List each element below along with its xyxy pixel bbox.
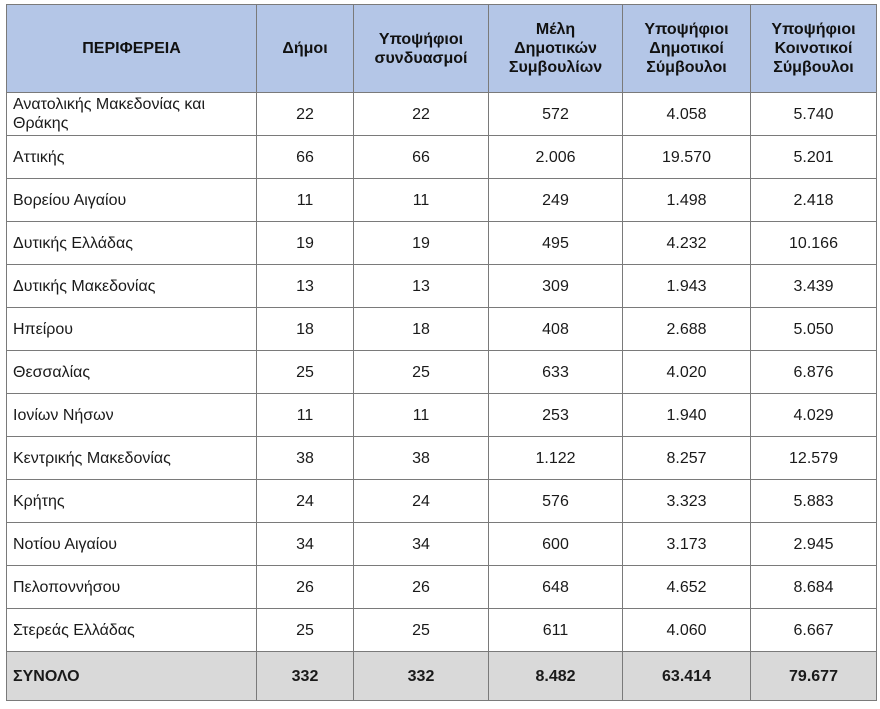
cell-municipalities: 34 — [257, 523, 354, 566]
cell-municipalities: 13 — [257, 265, 354, 308]
cell-municipal-candidates: 1.498 — [623, 179, 751, 222]
cell-candidate-coalitions: 22 — [354, 93, 489, 136]
table-row — [7, 308, 877, 351]
table-row — [7, 351, 877, 394]
cell-region: Βορείου Αιγαίου — [7, 179, 257, 222]
cell-municipalities: 11 — [257, 179, 354, 222]
table-row — [7, 179, 877, 222]
cell-community-candidates: 5.740 — [751, 93, 877, 136]
header-municipal-candidates: Υποψήφιοι Δημοτικοί Σύμβουλοι — [623, 5, 751, 93]
cell-municipal-candidates: 3.173 — [623, 523, 751, 566]
cell-candidate-coalitions: 11 — [354, 394, 489, 437]
total-community-candidates: 79.677 — [751, 652, 877, 701]
cell-candidate-coalitions: 13 — [354, 265, 489, 308]
cell-region: Πελοποννήσου — [7, 566, 257, 609]
cell-region: Δυτικής Μακεδονίας — [7, 265, 257, 308]
cell-candidate-coalitions: 11 — [354, 179, 489, 222]
cell-candidate-coalitions: 24 — [354, 480, 489, 523]
header-region: ΠΕΡΙΦΕΡΕΙΑ — [7, 5, 257, 93]
cell-region: Κεντρικής Μακεδονίας — [7, 437, 257, 480]
cell-community-candidates: 3.439 — [751, 265, 877, 308]
regions-table — [6, 4, 877, 701]
cell-council-members: 253 — [489, 394, 623, 437]
header-municipalities: Δήμοι — [257, 5, 354, 93]
table-row — [7, 93, 877, 136]
cell-community-candidates: 10.166 — [751, 222, 877, 265]
table-row — [7, 480, 877, 523]
cell-municipal-candidates: 4.020 — [623, 351, 751, 394]
header-community-candidates: Υποψήφιοι Κοινοτικοί Σύμβουλοι — [751, 5, 877, 93]
header-row — [7, 5, 877, 93]
total-council-members: 8.482 — [489, 652, 623, 701]
table-header — [7, 5, 877, 93]
cell-municipalities: 25 — [257, 351, 354, 394]
cell-municipalities: 66 — [257, 136, 354, 179]
cell-community-candidates: 2.418 — [751, 179, 877, 222]
cell-council-members: 2.006 — [489, 136, 623, 179]
cell-candidate-coalitions: 19 — [354, 222, 489, 265]
header-candidate-coalitions: Υποψήφιοι συνδυασμοί — [354, 5, 489, 93]
cell-municipal-candidates: 4.060 — [623, 609, 751, 652]
cell-candidate-coalitions: 25 — [354, 351, 489, 394]
cell-council-members: 249 — [489, 179, 623, 222]
table-row — [7, 437, 877, 480]
cell-community-candidates: 6.876 — [751, 351, 877, 394]
cell-council-members: 309 — [489, 265, 623, 308]
cell-municipal-candidates: 8.257 — [623, 437, 751, 480]
total-row — [7, 652, 877, 701]
total-municipalities: 332 — [257, 652, 354, 701]
cell-community-candidates: 8.684 — [751, 566, 877, 609]
cell-municipal-candidates: 1.940 — [623, 394, 751, 437]
cell-municipalities: 19 — [257, 222, 354, 265]
cell-candidate-coalitions: 25 — [354, 609, 489, 652]
cell-region: Κρήτης — [7, 480, 257, 523]
cell-municipalities: 38 — [257, 437, 354, 480]
table-body — [7, 93, 877, 652]
total-candidate-coalitions: 332 — [354, 652, 489, 701]
total-label: ΣΥΝΟΛΟ — [7, 652, 257, 701]
cell-region: Ανατολικής Μακεδονίας και Θράκης — [7, 93, 257, 136]
cell-council-members: 572 — [489, 93, 623, 136]
cell-community-candidates: 5.883 — [751, 480, 877, 523]
cell-candidate-coalitions: 34 — [354, 523, 489, 566]
cell-municipal-candidates: 4.058 — [623, 93, 751, 136]
cell-municipalities: 26 — [257, 566, 354, 609]
cell-candidate-coalitions: 66 — [354, 136, 489, 179]
table-row — [7, 566, 877, 609]
total-municipal-candidates: 63.414 — [623, 652, 751, 701]
cell-region: Θεσσαλίας — [7, 351, 257, 394]
table-row — [7, 609, 877, 652]
cell-municipalities: 11 — [257, 394, 354, 437]
cell-municipalities: 25 — [257, 609, 354, 652]
cell-region: Δυτικής Ελλάδας — [7, 222, 257, 265]
cell-region: Αττικής — [7, 136, 257, 179]
cell-region: Ιονίων Νήσων — [7, 394, 257, 437]
cell-candidate-coalitions: 26 — [354, 566, 489, 609]
cell-municipal-candidates: 4.232 — [623, 222, 751, 265]
cell-municipal-candidates: 1.943 — [623, 265, 751, 308]
cell-community-candidates: 2.945 — [751, 523, 877, 566]
table-row — [7, 222, 877, 265]
cell-community-candidates: 5.050 — [751, 308, 877, 351]
cell-community-candidates: 6.667 — [751, 609, 877, 652]
table-row — [7, 136, 877, 179]
cell-candidate-coalitions: 18 — [354, 308, 489, 351]
cell-municipal-candidates: 3.323 — [623, 480, 751, 523]
cell-council-members: 611 — [489, 609, 623, 652]
cell-council-members: 408 — [489, 308, 623, 351]
cell-community-candidates: 5.201 — [751, 136, 877, 179]
cell-council-members: 600 — [489, 523, 623, 566]
cell-council-members: 648 — [489, 566, 623, 609]
table-row — [7, 265, 877, 308]
table-footer — [7, 652, 877, 701]
cell-municipal-candidates: 4.652 — [623, 566, 751, 609]
cell-municipalities: 18 — [257, 308, 354, 351]
cell-council-members: 1.122 — [489, 437, 623, 480]
cell-region: Ηπείρου — [7, 308, 257, 351]
cell-candidate-coalitions: 38 — [354, 437, 489, 480]
cell-municipalities: 24 — [257, 480, 354, 523]
cell-council-members: 495 — [489, 222, 623, 265]
cell-region: Νοτίου Αιγαίου — [7, 523, 257, 566]
cell-region: Στερεάς Ελλάδας — [7, 609, 257, 652]
table-row — [7, 394, 877, 437]
cell-municipal-candidates: 2.688 — [623, 308, 751, 351]
header-council-members: Μέλη Δημοτικών Συμβουλίων — [489, 5, 623, 93]
cell-municipalities: 22 — [257, 93, 354, 136]
cell-council-members: 633 — [489, 351, 623, 394]
cell-council-members: 576 — [489, 480, 623, 523]
cell-community-candidates: 12.579 — [751, 437, 877, 480]
cell-municipal-candidates: 19.570 — [623, 136, 751, 179]
table-row — [7, 523, 877, 566]
cell-community-candidates: 4.029 — [751, 394, 877, 437]
